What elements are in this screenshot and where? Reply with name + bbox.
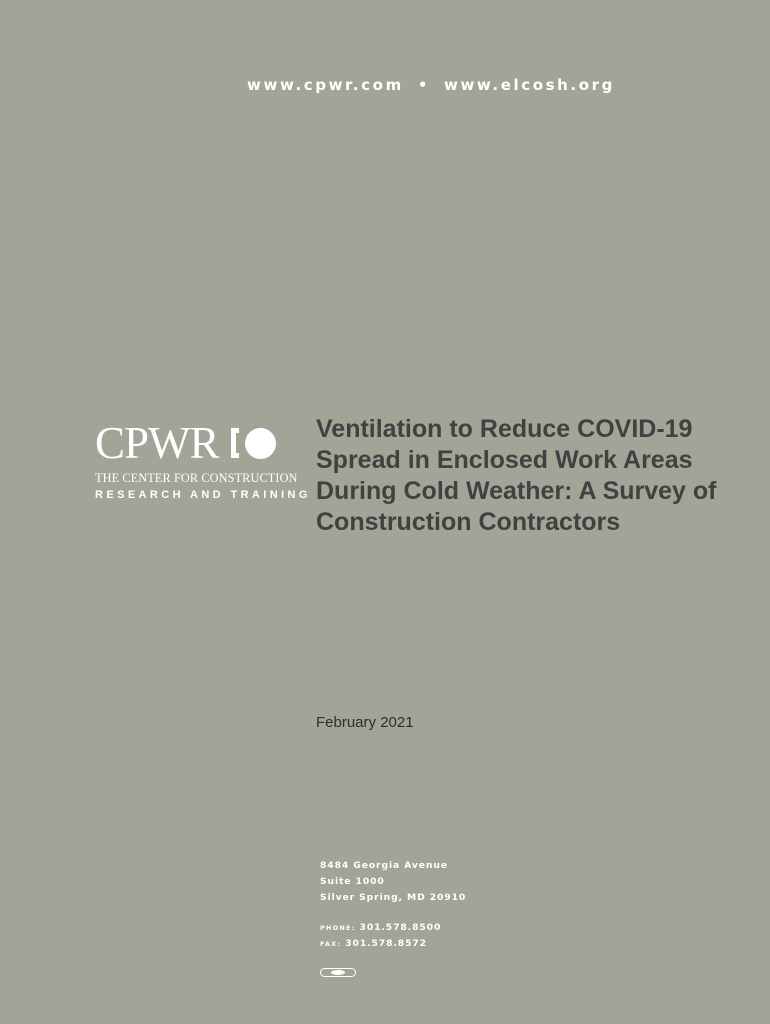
website-elcosh-link[interactable]: www.elcosh.org: [444, 76, 615, 94]
fax-label: FAX:: [320, 940, 342, 948]
website-separator: •: [417, 76, 430, 94]
bracket-icon: [231, 428, 239, 458]
union-bug-icon: [320, 968, 356, 977]
fax-number: 301.578.8572: [345, 938, 427, 949]
logo-mark: [95, 420, 295, 466]
mailing-address: [320, 858, 466, 952]
cpwr-logo: [95, 418, 311, 501]
website-cpwr-link[interactable]: www.cpwr.com: [247, 76, 404, 94]
address-suite: Suite 1000: [320, 876, 385, 887]
address-city: Silver Spring, MD 20910: [320, 892, 467, 903]
report-date: February 2021: [316, 714, 414, 731]
logo-wordmark: CPWR: [95, 418, 219, 468]
dot-icon: [245, 428, 276, 459]
fax-line: [320, 936, 466, 952]
logo-tagline-1: THE CENTER FOR CONSTRUCTION: [95, 471, 298, 485]
phone-line: [320, 920, 466, 936]
logo-tagline-2: RESEARCH AND TRAINING: [95, 489, 311, 501]
address-street: 8484 Georgia Avenue: [320, 860, 448, 871]
website-links: [0, 76, 770, 94]
phone-number: 301.578.8500: [359, 922, 442, 933]
phone-label: PHONE:: [320, 924, 356, 932]
report-title: Ventilation to Reduce COVID-19 Spread in Enclosed Work Areas During Cold Weather: A Survey of Construction Contractors: [316, 415, 717, 536]
